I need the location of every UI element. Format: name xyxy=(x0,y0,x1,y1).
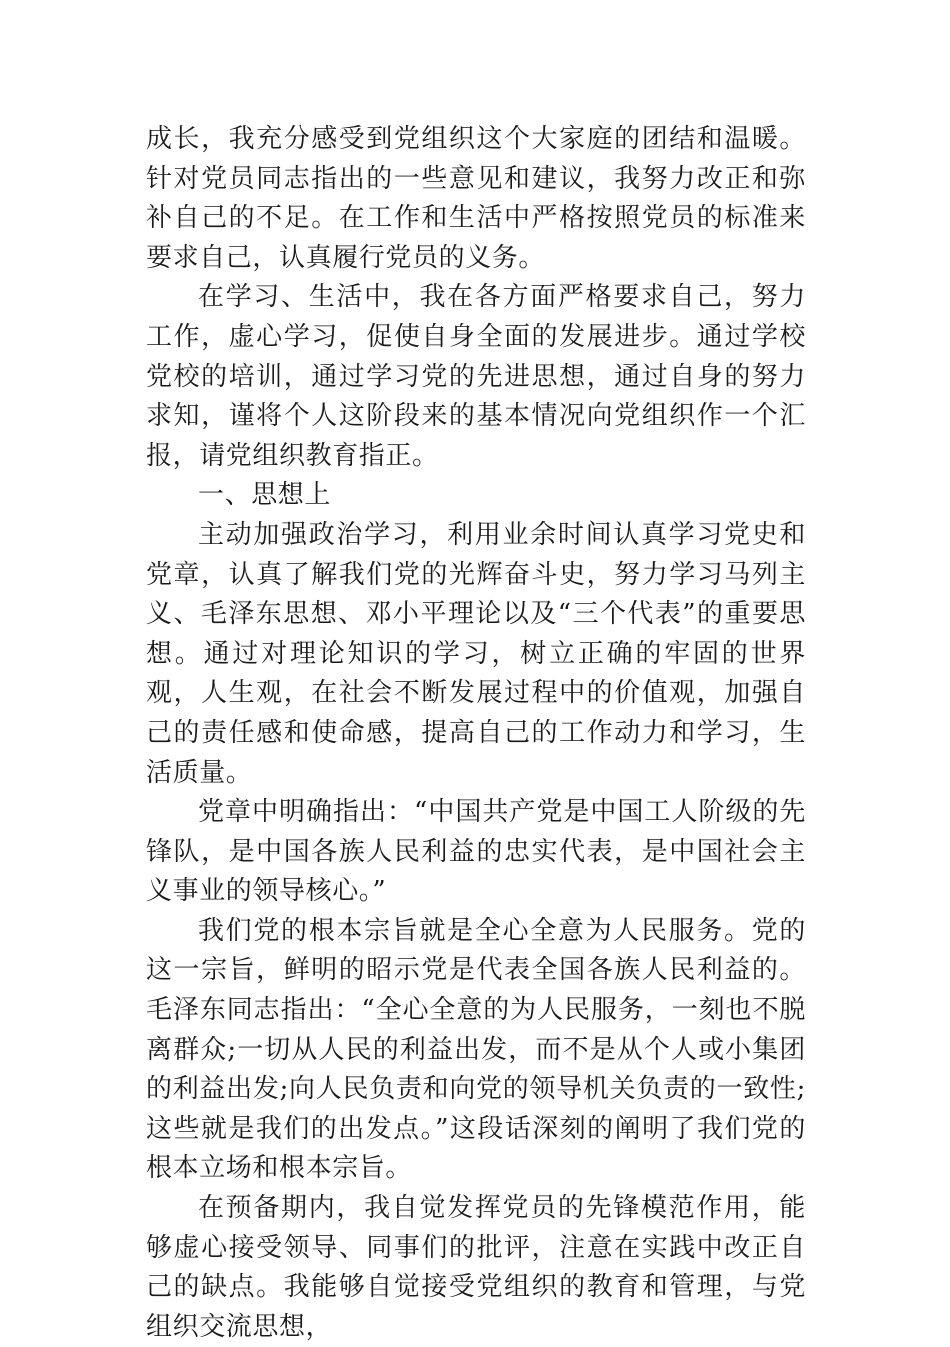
section-heading-ideology: 一、思想上 xyxy=(198,480,332,511)
paragraph-5: 我们党的根本宗旨就是全心全意为人民服务。党的这一宗旨，鲜明的昭示党是代表全国各族人民利益的。毛泽东同志指出：“全心全意的为人民服务，一刻也不脱离群众;一切从人民的利益出发，而不是从个人或小集团的利益出发;向人民负责和向党的领导机关负责的一致性;这些就是我们的出发点。”这段话深刻的阐明了我们党的根本立场和根本宗旨。 xyxy=(146,915,806,1184)
paragraph-3: 主动加强政治学习，利用业余时间认真学习党史和党章，认真了解我们党的光辉奋斗史，努力学习马列主义、毛泽东思想、邓小平理论以及“三个代表”的重要思想。通过对理论知识的学习，树立正确的牢固的世界观，人生观，在社会不断发展过程中的价值观，加强自己的责任感和使命感，提高自己的工作动力和学习，生活质量。 xyxy=(146,519,806,788)
paragraph-1: 成长，我充分感受到党组织这个大家庭的团结和温暖。针对党员同志指出的一些意见和建议，我努力改正和弥补自己的不足。在工作和生活中严格按照党员的标准来要求自己，认真履行党员的义务。 xyxy=(146,124,806,273)
paragraph-4: 党章中明确指出：“中国共产党是中国工人阶级的先锋队，是中国各族人民利益的忠实代表，是中国社会主义事业的领导核心。” xyxy=(146,797,806,907)
document-body xyxy=(146,120,806,1347)
paragraph-6: 在预备期内，我自觉发挥党员的先锋模范作用，能够虚心接受领导、同事们的批评，注意在实践中改正自己的缺点。我能够自觉接受党组织的教育和管理，与党组织交流思想， xyxy=(146,1193,806,1342)
paragraph-2: 在学习、生活中，我在各方面严格要求自己，努力工作，虚心学习，促使自身全面的发展进步。通过学校党校的培训，通过学习党的先进思想，通过自身的努力求知，谨将个人这阶段来的基本情况向党组织作一个汇报，请党组织教育指正。 xyxy=(146,282,806,471)
